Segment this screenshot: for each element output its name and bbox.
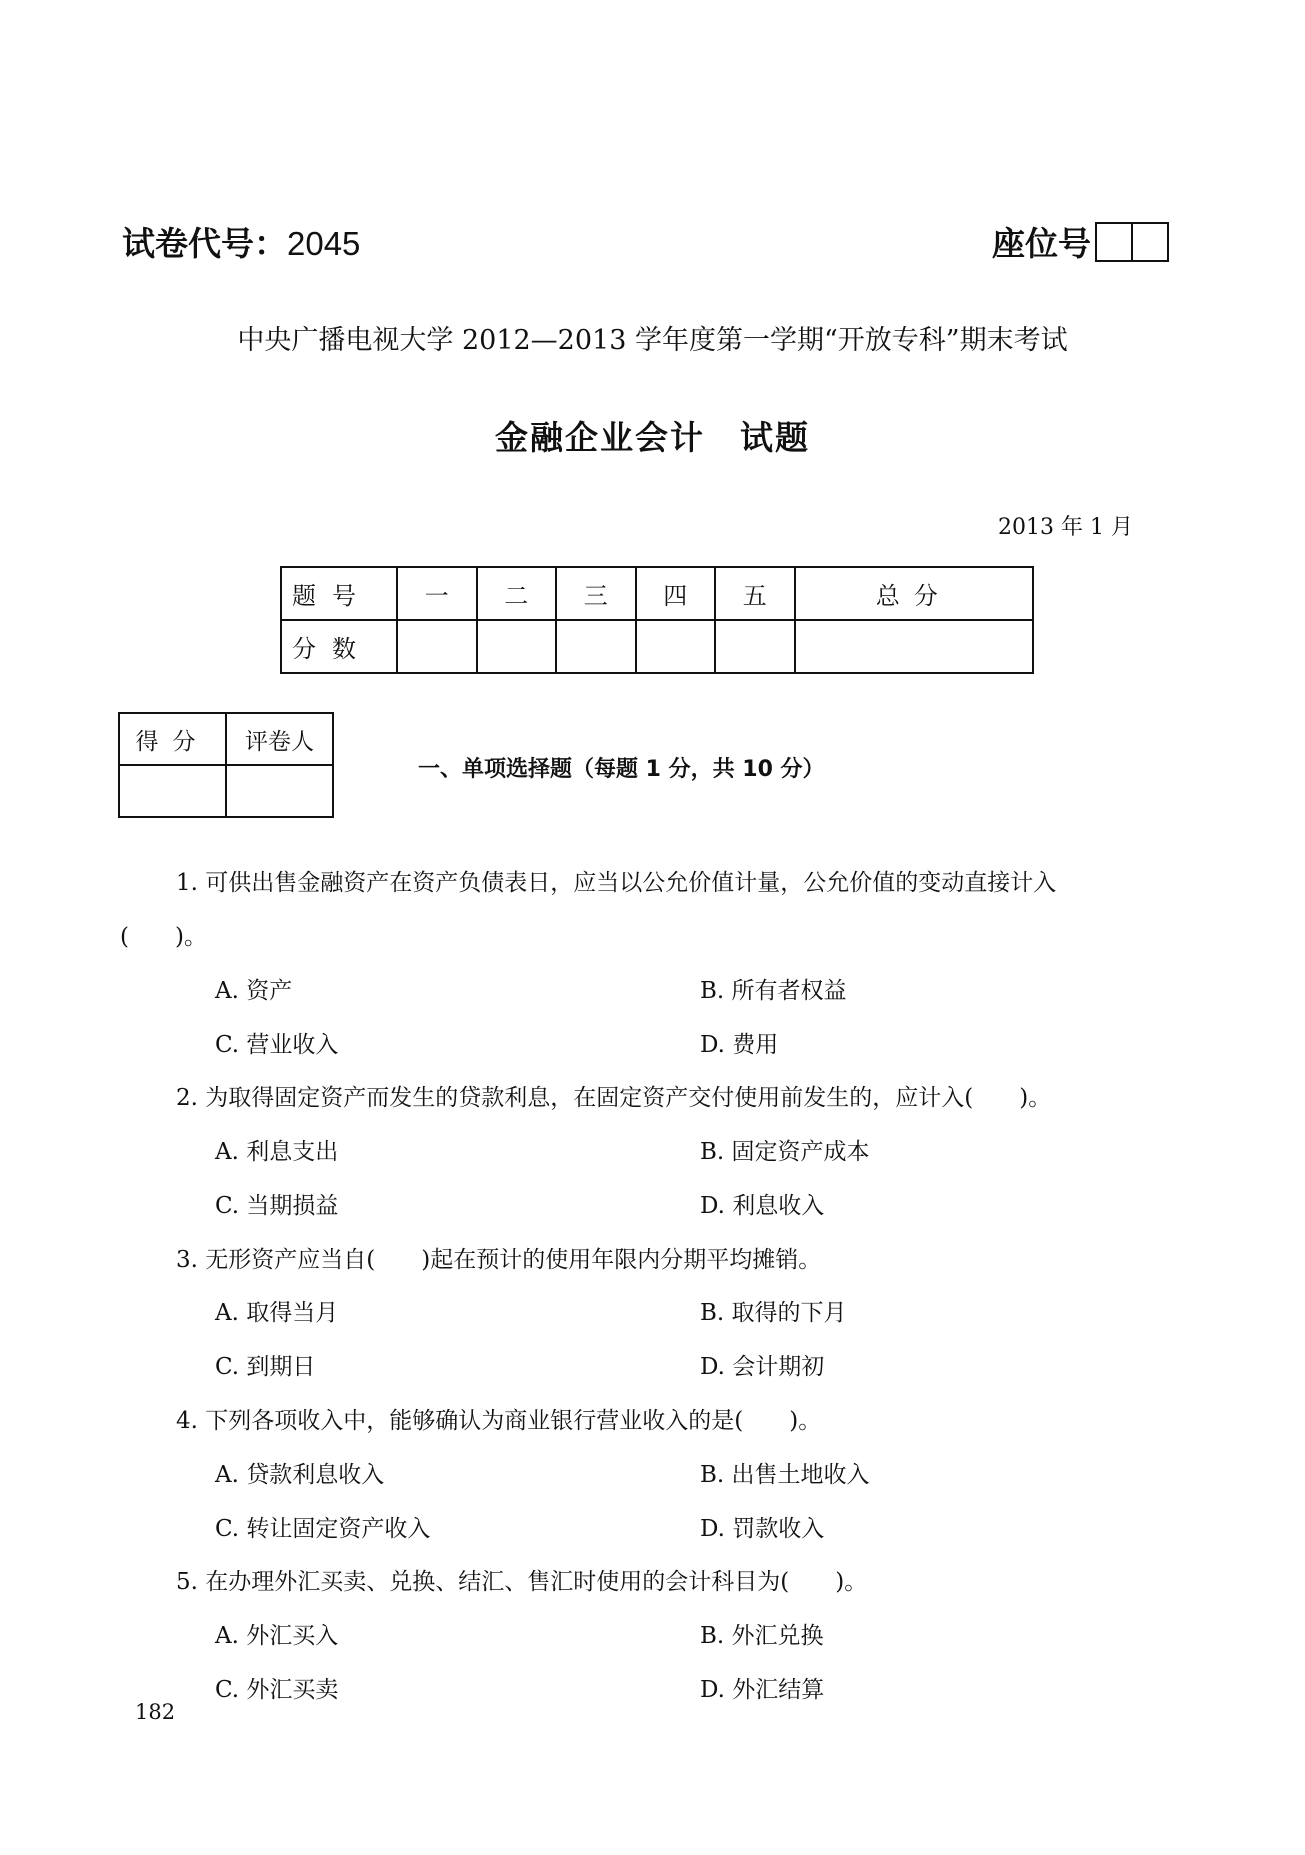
question-stem: 5. 在办理外汇买卖、兑换、结汇、售汇时使用的会计科目为( )。 <box>176 1569 868 1595</box>
score-cell <box>397 620 477 673</box>
seat-box <box>1095 222 1133 262</box>
option-c: C. 到期日 <box>215 1354 316 1380</box>
option-a: A. 贷款利息收入 <box>215 1462 385 1488</box>
option-b: B. 外汇兑换 <box>700 1623 824 1649</box>
option-a: A. 资产 <box>215 978 293 1004</box>
exam-header: 中央广播电视大学 2012—2013 学年度第一学期“开放专科”期末考试 <box>237 325 1068 356</box>
question-stem-continued: ( )。 <box>120 924 207 950</box>
seat-box <box>1133 222 1169 262</box>
option-a: A. 外汇买入 <box>215 1623 339 1649</box>
grader-label: 评卷人 <box>226 713 333 765</box>
column-header: 五 <box>715 567 795 620</box>
option-c: C. 当期损益 <box>215 1193 339 1219</box>
seat-boxes <box>1095 222 1169 262</box>
score-table-header-row <box>281 567 1033 620</box>
score-table <box>280 566 1034 674</box>
score-cell <box>477 620 557 673</box>
option-d: D. 会计期初 <box>700 1354 825 1380</box>
score-cell <box>715 620 795 673</box>
seat-label: 座位号 <box>992 224 1091 263</box>
option-a: A. 取得当月 <box>215 1300 339 1326</box>
option-b: B. 出售土地收入 <box>700 1462 870 1488</box>
section-title: 一、单项选择题（每题 1 分，共 10 分） <box>418 757 825 782</box>
grader-table <box>118 712 334 818</box>
grader-cell <box>226 765 333 817</box>
score-label: 分数 <box>281 620 397 673</box>
option-b: B. 取得的下月 <box>700 1300 847 1326</box>
question-stem: 1. 可供出售金融资产在资产负债表日，应当以公允价值计量，公允价值的变动直接计入 <box>176 870 1057 896</box>
score-cell <box>795 620 1034 673</box>
score-cell <box>119 765 226 817</box>
option-d: D. 外汇结算 <box>700 1677 825 1703</box>
option-a: A. 利息支出 <box>215 1139 339 1165</box>
option-c: C. 营业收入 <box>215 1032 339 1058</box>
page-number: 182 <box>135 1700 176 1724</box>
question-number-label: 题号 <box>281 567 397 620</box>
score-label: 得分 <box>119 713 226 765</box>
option-b: B. 所有者权益 <box>700 978 847 1004</box>
seat-number <box>992 218 1169 265</box>
column-header: 一 <box>397 567 477 620</box>
option-d: D. 罚款收入 <box>700 1516 825 1542</box>
question-stem: 2. 为取得固定资产而发生的贷款利息，在固定资产交付使用前发生的，应计入( )。 <box>176 1085 1052 1111</box>
option-c: C. 转让固定资产收入 <box>215 1516 431 1542</box>
score-cell <box>636 620 716 673</box>
column-header: 二 <box>477 567 557 620</box>
option-d: D. 费用 <box>700 1032 779 1058</box>
question-stem: 3. 无形资产应当自( )起在预计的使用年限内分期平均摊销。 <box>176 1247 822 1273</box>
score-table-score-row <box>281 620 1033 673</box>
option-b: B. 固定资产成本 <box>700 1139 870 1165</box>
option-d: D. 利息收入 <box>700 1193 825 1219</box>
column-header: 四 <box>636 567 716 620</box>
exam-date: 2013 年 1 月 <box>998 515 1133 540</box>
score-cell <box>556 620 636 673</box>
column-header: 三 <box>556 567 636 620</box>
paper-code-value: 2045 <box>287 225 361 262</box>
exam-title: 金融企业会计 试题 <box>495 418 810 457</box>
paper-code <box>122 218 360 265</box>
question-stem: 4. 下列各项收入中，能够确认为商业银行营业收入的是( )。 <box>176 1408 822 1434</box>
option-c: C. 外汇买卖 <box>215 1677 339 1703</box>
column-header: 总分 <box>795 567 1034 620</box>
paper-code-label: 试卷代号： <box>122 224 287 263</box>
